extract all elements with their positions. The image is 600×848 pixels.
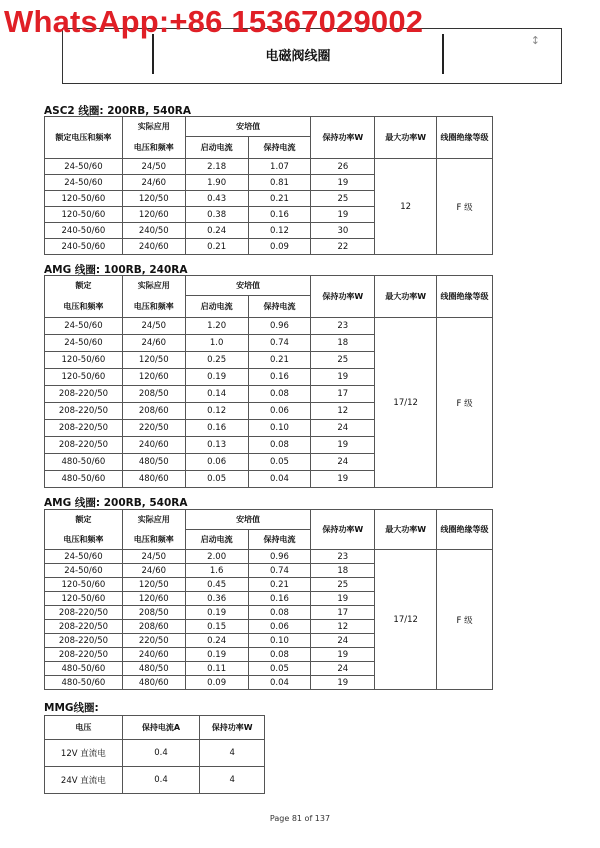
col-hold-power: 保持功率W — [311, 510, 375, 550]
table-cell: 0.16 — [248, 207, 311, 223]
table-cell: 2.18 — [185, 159, 248, 175]
table-cell: 0.96 — [248, 318, 311, 335]
mmg-section-title: MMG线圈: — [44, 702, 99, 714]
table-cell: 0.96 — [248, 550, 311, 564]
table-cell: 0.36 — [185, 592, 248, 606]
col-hold-power: 保持功率W — [311, 117, 375, 159]
table-cell: 208-220/50 — [45, 648, 123, 662]
amg-100rb-coil-table — [44, 275, 493, 488]
table-cell: 0.81 — [248, 175, 311, 191]
table-cell: 480/50 — [122, 662, 185, 676]
table-cell: 208-220/50 — [45, 437, 123, 454]
col-insulation: 线圈绝缘等级 — [437, 276, 493, 318]
table-cell: 12 — [311, 620, 375, 634]
table-cell: 208/60 — [122, 403, 185, 420]
table-cell: 25 — [311, 352, 375, 369]
table-cell: 1.20 — [185, 318, 248, 335]
col-insulation: 线圈绝缘等级 — [437, 510, 493, 550]
col-start-current: 启动电流 — [185, 137, 248, 159]
mmg-coil-table — [44, 715, 265, 794]
table-cell: 120/50 — [122, 352, 185, 369]
col-rated-a: 额定 — [45, 276, 123, 296]
table-cell: 120-50/60 — [45, 352, 123, 369]
table-cell: 0.15 — [185, 620, 248, 634]
col-hold-power: 保持功率W — [311, 276, 375, 318]
table-cell: 0.21 — [248, 352, 311, 369]
table-cell: 18 — [311, 564, 375, 578]
table-cell: 0.05 — [185, 471, 248, 488]
mmg-col-voltage: 电压 — [45, 716, 123, 740]
table-cell: 24 — [311, 662, 375, 676]
table-cell: 208/50 — [122, 386, 185, 403]
table-cell: 0.43 — [185, 191, 248, 207]
table-cell: 208-220/50 — [45, 420, 123, 437]
table-row — [45, 159, 493, 175]
table-cell: 24/50 — [122, 318, 185, 335]
col-actual-a: 实际应用 — [122, 510, 185, 530]
table-cell: 480/60 — [122, 471, 185, 488]
table-cell: 480-50/60 — [45, 471, 123, 488]
max-power-cell: 12 — [375, 159, 437, 255]
table-cell: 480/60 — [122, 676, 185, 690]
table-cell: 24 — [311, 420, 375, 437]
table-cell: 0.19 — [185, 369, 248, 386]
table-cell: 25 — [311, 191, 375, 207]
col-actual-b: 电压和频率 — [122, 530, 185, 550]
table-cell: 0.05 — [248, 662, 311, 676]
page-title: 电磁阀线圈 — [152, 34, 444, 74]
max-power-cell: 17/12 — [375, 318, 437, 488]
table-cell: 208-220/50 — [45, 386, 123, 403]
page-number: Page 81 of 137 — [269, 814, 331, 823]
col-amp: 安培值 — [185, 276, 311, 296]
whatsapp-watermark: WhatsApp:+86 15367029002 — [4, 4, 424, 39]
table-cell: 0.45 — [185, 578, 248, 592]
table-cell: 12 — [311, 403, 375, 420]
col-hold-current: 保持电流 — [248, 530, 311, 550]
table-cell: 19 — [311, 676, 375, 690]
table-cell: 19 — [311, 175, 375, 191]
table-cell: 1.6 — [185, 564, 248, 578]
table-cell: 0.04 — [248, 471, 311, 488]
table-cell: 480/50 — [122, 454, 185, 471]
table-cell: 208-220/50 — [45, 403, 123, 420]
amg-100rb-section-title: AMG 线圈: 100RB, 240RA — [44, 264, 188, 276]
table-cell: 0.19 — [185, 606, 248, 620]
table-cell: 208-220/50 — [45, 620, 123, 634]
table-cell: 0.06 — [185, 454, 248, 471]
table-cell: 30 — [311, 223, 375, 239]
col-actual-b: 电压和频率 — [122, 137, 185, 159]
table-cell: 24/60 — [122, 175, 185, 191]
table-cell: 240/60 — [122, 648, 185, 662]
table-cell: 208-220/50 — [45, 634, 123, 648]
table-cell: 0.08 — [248, 437, 311, 454]
table-cell: 0.24 — [185, 223, 248, 239]
col-rated-a: 额定 — [45, 510, 123, 530]
table-cell: 19 — [311, 369, 375, 386]
table-cell: 0.21 — [248, 578, 311, 592]
table-cell: 0.12 — [248, 223, 311, 239]
table-cell: 19 — [311, 471, 375, 488]
table-cell: 240-50/60 — [45, 223, 123, 239]
table-cell: 0.09 — [185, 676, 248, 690]
table-cell: 24 — [311, 454, 375, 471]
table-cell: 0.08 — [248, 606, 311, 620]
table-cell: 17 — [311, 606, 375, 620]
col-actual-b: 电压和频率 — [122, 296, 185, 318]
table-cell: 0.09 — [248, 239, 311, 255]
table-cell: 0.12 — [185, 403, 248, 420]
table-cell: 0.74 — [248, 335, 311, 352]
table-cell: 240/60 — [122, 437, 185, 454]
table-cell: 120-50/60 — [45, 207, 123, 223]
table-cell: 0.21 — [185, 239, 248, 255]
table-cell: 1.90 — [185, 175, 248, 191]
insulation-class-cell: F 级 — [437, 318, 493, 488]
col-max-power: 最大功率W — [375, 117, 437, 159]
table-cell: 0.74 — [248, 564, 311, 578]
asc2-coil-table — [44, 116, 493, 255]
table-cell: 120/50 — [122, 578, 185, 592]
col-start-current: 启动电流 — [185, 296, 248, 318]
table-cell: 0.16 — [185, 420, 248, 437]
col-start-current: 启动电流 — [185, 530, 248, 550]
mmg-col-hold-power: 保持功率W — [200, 716, 265, 740]
table-cell: 240/60 — [122, 239, 185, 255]
table-cell: 18 — [311, 335, 375, 352]
table-cell: 480-50/60 — [45, 662, 123, 676]
table-cell: 0.16 — [248, 369, 311, 386]
table-cell: 24 — [311, 634, 375, 648]
table-cell: 208/60 — [122, 620, 185, 634]
table-cell: 0.16 — [248, 592, 311, 606]
col-rated-b: 电压和频率 — [45, 296, 123, 318]
table-cell: 0.08 — [248, 386, 311, 403]
table-cell: 0.25 — [185, 352, 248, 369]
table-cell: 26 — [311, 159, 375, 175]
table-cell: 220/50 — [122, 634, 185, 648]
table-cell: 208-220/50 — [45, 606, 123, 620]
table-cell: 480-50/60 — [45, 676, 123, 690]
table-cell: 240-50/60 — [45, 239, 123, 255]
table-cell: 22 — [311, 239, 375, 255]
table-cell: 0.04 — [248, 676, 311, 690]
table-cell: 24-50/60 — [45, 335, 123, 352]
table-cell: 1.07 — [248, 159, 311, 175]
mmg-cell: 0.4 — [122, 767, 200, 794]
table-cell: 240/50 — [122, 223, 185, 239]
mmg-cell: 12V 直流电 — [45, 740, 123, 767]
table-cell: 25 — [311, 578, 375, 592]
table-cell: 24/60 — [122, 335, 185, 352]
table-cell: 120/50 — [122, 191, 185, 207]
amg-200rb-coil-table — [44, 509, 493, 690]
table-cell: 24/50 — [122, 550, 185, 564]
table-cell: 0.21 — [248, 191, 311, 207]
col-amp: 安培值 — [185, 117, 311, 137]
table-cell: 0.24 — [185, 634, 248, 648]
table-cell: 220/50 — [122, 420, 185, 437]
table-cell: 19 — [311, 648, 375, 662]
table-cell: 120-50/60 — [45, 592, 123, 606]
header-mark-icon: ↕ — [530, 34, 540, 47]
asc2-section-title: ASC2 线圈: 200RB, 540RA — [44, 105, 191, 117]
table-cell: 0.38 — [185, 207, 248, 223]
table-cell: 23 — [311, 318, 375, 335]
col-hold-current: 保持电流 — [248, 137, 311, 159]
table-cell: 0.06 — [248, 620, 311, 634]
table-cell: 23 — [311, 550, 375, 564]
table-cell: 120/60 — [122, 369, 185, 386]
table-cell: 120-50/60 — [45, 578, 123, 592]
mmg-cell: 4 — [200, 767, 265, 794]
table-cell: 0.10 — [248, 420, 311, 437]
col-actual-a: 实际应用 — [122, 117, 185, 137]
table-cell: 17 — [311, 386, 375, 403]
table-cell: 480-50/60 — [45, 454, 123, 471]
table-cell: 0.05 — [248, 454, 311, 471]
col-amp: 安培值 — [185, 510, 311, 530]
col-insulation: 线圈绝缘等级 — [437, 117, 493, 159]
table-cell: 24-50/60 — [45, 564, 123, 578]
table-cell: 24/50 — [122, 159, 185, 175]
table-cell: 24-50/60 — [45, 550, 123, 564]
table-cell: 208/50 — [122, 606, 185, 620]
col-max-power: 最大功率W — [375, 276, 437, 318]
table-cell: 1.0 — [185, 335, 248, 352]
table-row — [45, 550, 493, 564]
table-cell: 0.14 — [185, 386, 248, 403]
table-row — [45, 318, 493, 335]
col-actual-a: 实际应用 — [122, 276, 185, 296]
table-cell: 0.08 — [248, 648, 311, 662]
mmg-cell: 4 — [200, 740, 265, 767]
table-cell: 19 — [311, 207, 375, 223]
table-cell: 0.19 — [185, 648, 248, 662]
table-cell: 24-50/60 — [45, 175, 123, 191]
max-power-cell: 17/12 — [375, 550, 437, 690]
col-rated-voltage: 额定电压和频率 — [45, 117, 123, 159]
insulation-class-cell: F 级 — [437, 159, 493, 255]
table-cell: 120/60 — [122, 207, 185, 223]
col-hold-current: 保持电流 — [248, 296, 311, 318]
table-cell: 2.00 — [185, 550, 248, 564]
mmg-cell: 24V 直流电 — [45, 767, 123, 794]
amg-200rb-section-title: AMG 线圈: 200RB, 540RA — [44, 497, 188, 509]
table-cell: 24-50/60 — [45, 318, 123, 335]
table-cell: 24-50/60 — [45, 159, 123, 175]
insulation-class-cell: F 级 — [437, 550, 493, 690]
table-cell: 24/60 — [122, 564, 185, 578]
table-cell: 120-50/60 — [45, 369, 123, 386]
table-cell: 0.11 — [185, 662, 248, 676]
table-cell: 0.06 — [248, 403, 311, 420]
table-cell: 19 — [311, 592, 375, 606]
table-cell: 120/60 — [122, 592, 185, 606]
table-cell: 0.10 — [248, 634, 311, 648]
col-max-power: 最大功率W — [375, 510, 437, 550]
table-cell: 19 — [311, 437, 375, 454]
table-cell: 120-50/60 — [45, 191, 123, 207]
table-cell: 0.13 — [185, 437, 248, 454]
col-rated-b: 电压和频率 — [45, 530, 123, 550]
mmg-col-hold-current: 保持电流A — [122, 716, 200, 740]
mmg-cell: 0.4 — [122, 740, 200, 767]
